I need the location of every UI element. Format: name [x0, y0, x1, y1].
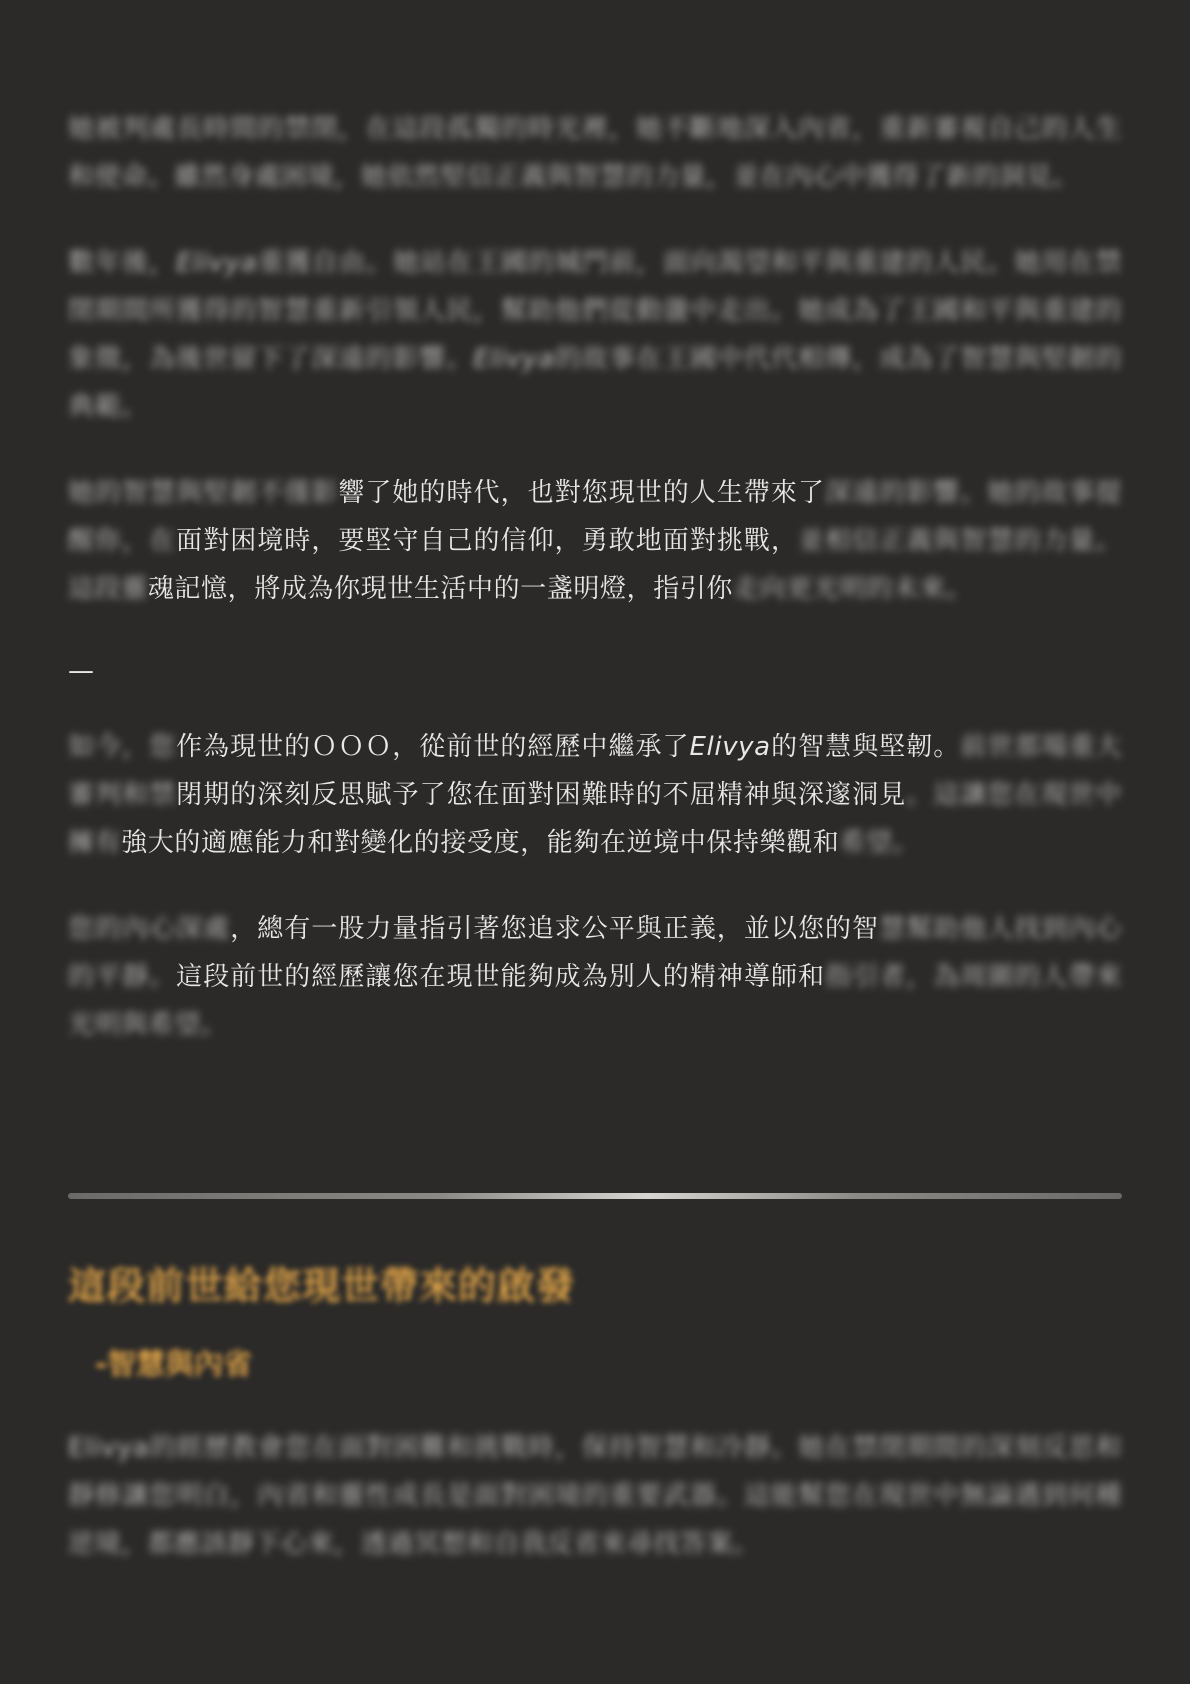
blurred-text: 慧幫助他人找到內心的平靜。	[68, 914, 1122, 992]
blurred-text: 您的內心深處	[68, 914, 231, 944]
name-elivya: Elivya	[473, 344, 555, 374]
horizontal-divider	[68, 1193, 1122, 1199]
clear-text: ，總有一股力量指引著您追求公平與正義，並以您的智	[230, 914, 880, 944]
blurred-text: 她的智慧與堅韌不僅影	[68, 478, 339, 508]
blurred-text: 深遠的影響。她的故事提醒你，在	[68, 478, 1122, 556]
clear-text: 閉期的深刻反思賦予了您在面對困難時的不屈精神與深邃洞見	[176, 780, 907, 810]
paragraph-imprisonment	[68, 105, 1122, 201]
blurred-text: 希望。	[839, 828, 920, 858]
section-subheading: -智慧與內省	[95, 1347, 253, 1381]
paragraph-text: 的故事在王國中代代相傳，成為了智慧與堅韌的典範。	[68, 344, 1122, 422]
blurred-text: 走向更光明的未來。	[733, 574, 973, 604]
clear-text: 面對困境時，要堅守自己的信仰，勇敢地面對挑戰，	[176, 526, 798, 556]
paragraph-inner-strength	[68, 905, 1122, 1049]
section-heading: 這段前世給您現世帶來的啟發	[68, 1264, 576, 1308]
clear-text: 的智慧與堅韌。	[770, 732, 961, 762]
clear-text: 強大的適應能力和對變化的接受度，能夠在逆境中保持樂觀和	[121, 828, 840, 858]
paragraph-influence	[68, 469, 1122, 613]
blurred-text: 並相信正義與智慧的力量。這段靈	[68, 526, 1122, 604]
paragraph-present-life	[68, 723, 1122, 867]
blurred-text: 指引者，為周圍的人帶來光明與希望。	[68, 962, 1122, 1040]
paragraph-inspiration: Elivya的經歷教會您在面對困難和挑戰時，保持智慧和冷靜。她在禁閉期間的深刻反思和靜修讓您明白，內省和靈性成長是面對困境的重要武器。這能幫您在現世中無論遇到何種逆境，都應該靜下心來，透過冥想和自我反省來尋找答案。	[68, 1433, 1122, 1559]
paragraph-text: 她被判處長時間的禁閉，在這段孤獨的時光裡，她不斷地深入內省，重新審視自己的人生和使命。雖然身處困境，她依然堅信正義與智慧的力量，並在內心中獲得了新的洞見。	[68, 114, 1122, 192]
paragraph-text: 數年後，	[68, 248, 177, 278]
lower-section	[68, 1424, 1122, 1606]
blurred-text: 。這讓您在現世中擁有	[68, 780, 1122, 858]
clear-text: 作為現世的ＯＯＯ，從前世的經歷中繼承了	[176, 732, 690, 762]
name-elivya: Elivya	[176, 248, 258, 278]
name-elivya: Elivya	[689, 732, 771, 762]
clear-text: 魂記憶，將成為你現世生活中的一盞明燈，指引你	[147, 574, 734, 604]
section-separator: —	[68, 656, 94, 686]
clear-text: 這段前世的經歷讓您在現世能夠成為別人的精神導師和	[176, 962, 826, 992]
paragraph-return	[68, 239, 1122, 431]
blurred-text: 如今，您	[68, 732, 177, 762]
clear-text: 響了她的時代，也對您現世的人生帶來了	[338, 478, 826, 508]
paragraph-text: 重獲自由。她站在王國的城門前，面向渴望和平與重建的人民。她用在禁閉期間所獲得的智慧重新引領人民，幫助他們從動盪中走出。她成為了王國和平與重建的象徵，為後世留下了深遠的影響。	[68, 248, 1122, 374]
blurred-text: 前世那場重大審判和禁	[68, 732, 1122, 810]
